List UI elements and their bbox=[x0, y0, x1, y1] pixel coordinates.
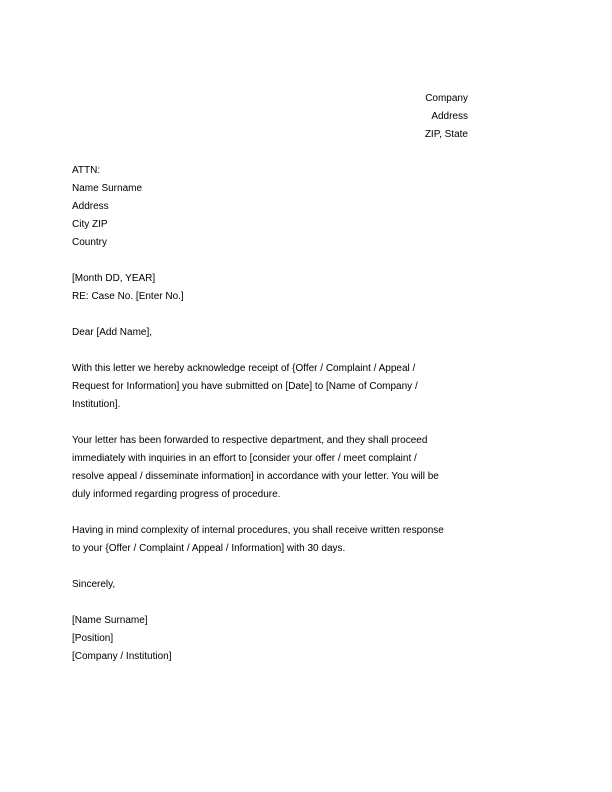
letter-body bbox=[72, 162, 472, 666]
paragraph-line: With this letter we hereby acknowledge receipt of {Offer / Complaint / Appeal / bbox=[72, 363, 416, 374]
paragraph-line: Having in mind complexity of internal procedures, you shall receive written response bbox=[72, 525, 444, 536]
sender-block bbox=[425, 90, 468, 144]
spacer bbox=[72, 252, 472, 270]
sender-zip-state: ZIP, State bbox=[424, 129, 468, 140]
recipient-city-zip: City ZIP bbox=[72, 219, 108, 230]
closing: Sincerely, bbox=[72, 579, 116, 590]
paragraph-line: duly informed regarding progress of procedure. bbox=[72, 489, 281, 500]
spacer bbox=[72, 504, 472, 522]
paragraph-forwarded bbox=[72, 432, 472, 504]
salutation: Dear [Add Name], bbox=[72, 327, 153, 338]
recipient-country: Country bbox=[72, 237, 108, 248]
signature-company: [Company / Institution] bbox=[72, 651, 172, 662]
spacer bbox=[72, 558, 472, 576]
paragraph-line: Request for Information] you have submitted on [Date] to [Name of Company / bbox=[72, 381, 418, 392]
sender-company: Company bbox=[425, 93, 468, 104]
letter-date: [Month DD, YEAR] bbox=[72, 273, 156, 284]
paragraph-line: immediately with inquiries in an effort to [consider your offer / meet complaint / bbox=[72, 453, 417, 464]
paragraph-line: resolve appeal / disseminate information] in accordance with your letter. You will be bbox=[72, 471, 439, 482]
spacer bbox=[72, 306, 472, 324]
paragraph-acknowledgement bbox=[72, 360, 472, 414]
signature-name: [Name Surname] bbox=[72, 615, 148, 626]
sender-address: Address bbox=[431, 111, 468, 122]
recipient-attn: ATTN: bbox=[72, 165, 101, 176]
spacer bbox=[72, 594, 472, 612]
paragraph-line: to your {Offer / Complaint / Appeal / Information] with 30 days. bbox=[72, 543, 346, 554]
recipient-name: Name Surname bbox=[72, 183, 143, 194]
signature-block bbox=[72, 612, 472, 666]
spacer bbox=[72, 414, 472, 432]
paragraph-line: Institution]. bbox=[72, 399, 121, 410]
signature-position: [Position] bbox=[72, 633, 114, 644]
paragraph-response bbox=[72, 522, 472, 558]
meta-block bbox=[72, 270, 472, 306]
reference-line: RE: Case No. [Enter No.] bbox=[72, 291, 184, 302]
spacer bbox=[72, 342, 472, 360]
recipient-block bbox=[72, 162, 472, 252]
recipient-address: Address bbox=[72, 201, 109, 212]
paragraph-line: Your letter has been forwarded to respective department, and they shall proceed bbox=[72, 435, 428, 446]
